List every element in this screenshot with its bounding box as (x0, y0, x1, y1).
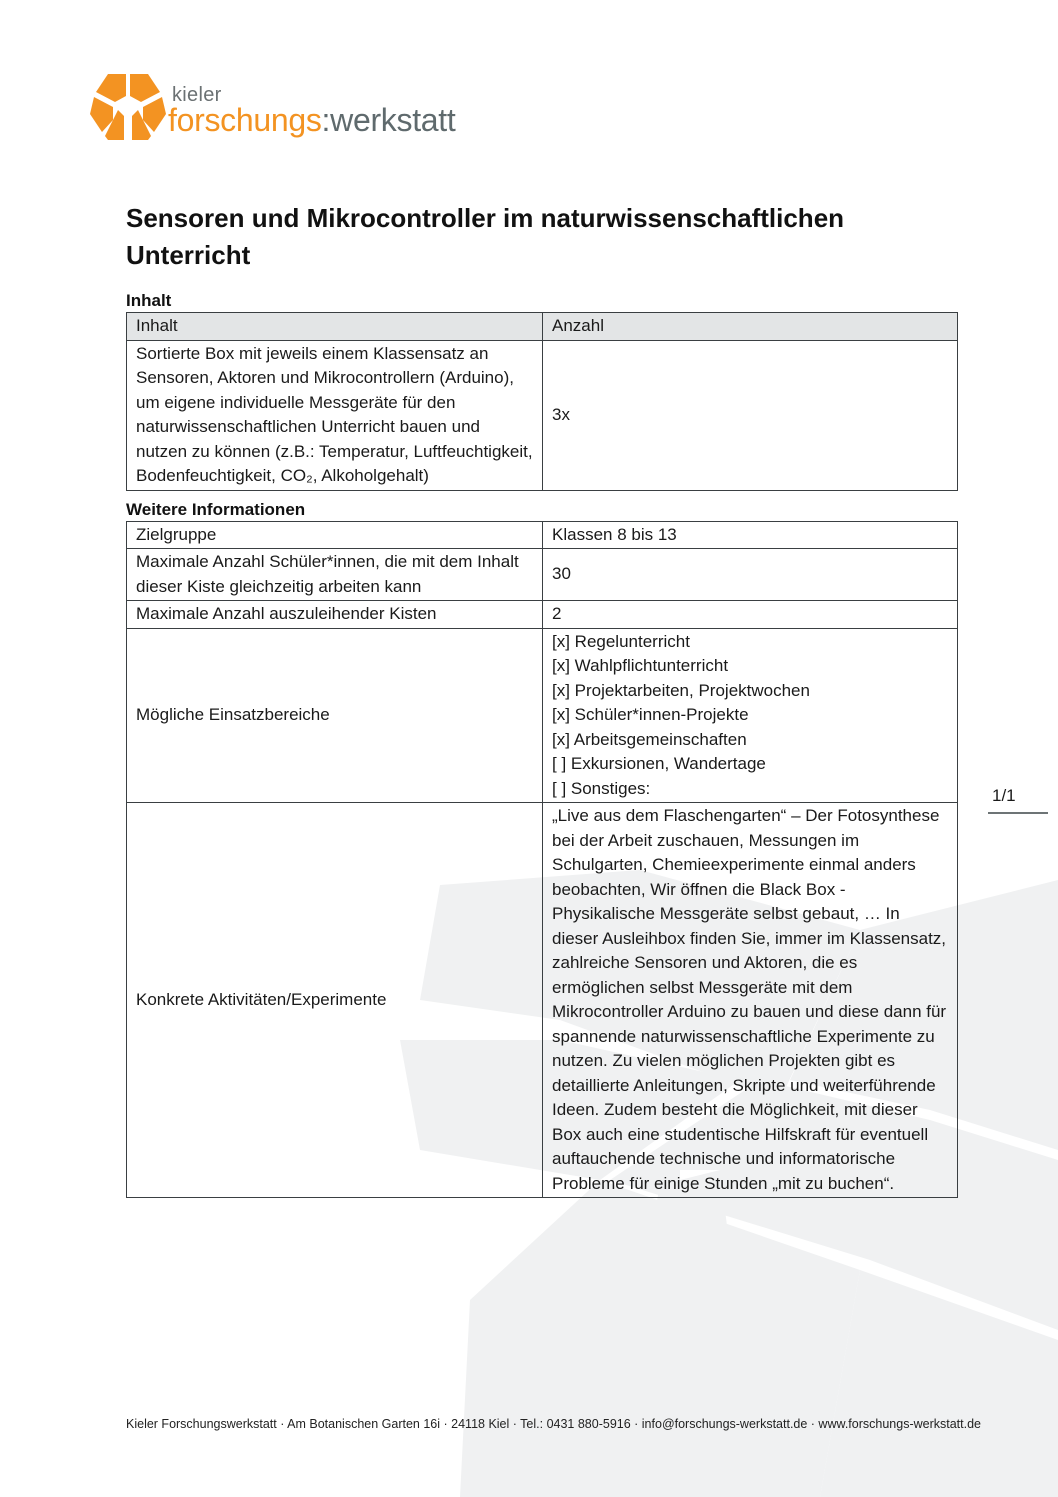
use-item: [x] Regelunterricht (552, 631, 690, 651)
document-body (126, 200, 958, 1198)
use-item: [x] Schüler*innen-Projekte (552, 705, 749, 724)
section-heading-contents: Inhalt (126, 291, 172, 310)
column-header-item: Inhalt (127, 313, 543, 341)
contents-table (126, 312, 958, 491)
table-row (127, 628, 958, 803)
page-number-text: 1/1 (992, 786, 1016, 805)
logo-text-main: forschungs:werkstatt (168, 102, 456, 138)
max-students-value: 30 (543, 549, 958, 601)
target-value: Klassen 8 bis 13 (543, 521, 958, 549)
footer-contact: Kieler Forschungswerkstatt · Am Botanischen Garten 16i · 24118 Kiel · Tel.: 0431 880-5916 · info@forschungs-werkstatt.de · www.forschungs-werkstatt.de (126, 1417, 981, 1431)
column-header-count: Anzahl (543, 313, 958, 341)
page-title: Sensoren und Mikrocontroller im naturwissenschaftlichen Unterricht (126, 203, 845, 270)
uses-list (543, 628, 958, 803)
target-label: Zielgruppe (127, 521, 543, 549)
activities-text: „Live aus dem Flaschengarten“ – Der Fotosynthese bei der Arbeit zuschauen, Messungen im Schulgarten, Chemieexperimente einmal anders beobachten, Wir öffnen die Black Box -Physikalische Messgeräte selbst gebaut, … In dieser Ausleihbox finden Sie, immer im Klassensatz, zahlreiche Sensoren und Aktoren, die es ermöglichen selbst Messgeräte mit dem Mikrocontroller Arduino zu bauen und diese dann für spannende naturwissenschaftliche Experimente zu nutzen. Zu vielen möglichen Projekten gibt es detaillierte Anleitungen, Skripte und weiterführende Ideen. Zudem besteht die Möglichkeit, mit dieser Box auch eine studentische Hilfskraft für eventuell auftauchende technische und informatorische Probleme für einige Stunden „mit zu buchen“. (543, 803, 958, 1198)
section-heading-info: Weitere Informationen (126, 499, 306, 519)
table-row (127, 549, 958, 601)
info-table (126, 521, 958, 1199)
table-row (127, 521, 958, 549)
table-header-row (127, 313, 958, 341)
max-boxes-label: Maximale Anzahl auszuleihender Kisten (127, 601, 543, 629)
use-item: [x] Projektarbeiten, Projektwochen (552, 680, 810, 700)
table-row (127, 340, 958, 490)
use-item: [x] Arbeitsgemeinschaften (552, 729, 747, 749)
page-number-rule (988, 812, 1048, 814)
max-boxes-value: 2 (543, 601, 958, 629)
logo (88, 70, 456, 150)
use-item: [ ] Exkursionen, Wandertage (552, 754, 766, 773)
table-row (127, 803, 958, 1198)
logo-text-kieler: kieler (172, 84, 222, 106)
use-item: [ ] Sonstiges: (552, 778, 651, 798)
contents-item: Sortierte Box mit jeweils einem Klassensatz an Sensoren, Aktoren und Mikrocontrollern (Arduino), um eigene individuelle Messgeräte für den naturwissenschaftlichen Unterricht bauen und nutzen zu können (z.B.: Temperatur, Luftfeuchtigkeit, Bodenfeuchtigkeit, CO₂, Alkoholgehalt) (127, 340, 543, 490)
uses-label: Mögliche Einsatzbereiche (127, 628, 543, 803)
contents-count: 3x (543, 340, 958, 490)
logo-mark-icon (88, 70, 168, 144)
use-item: [x] Wahlpflichtunterricht (552, 656, 729, 675)
activities-label: Konkrete Aktivitäten/Experimente (127, 803, 543, 1198)
page-number (988, 786, 1048, 814)
table-row (127, 601, 958, 629)
max-students-label: Maximale Anzahl Schüler*innen, die mit dem Inhalt dieser Kiste gleichzeitig arbeiten kann (127, 549, 543, 601)
